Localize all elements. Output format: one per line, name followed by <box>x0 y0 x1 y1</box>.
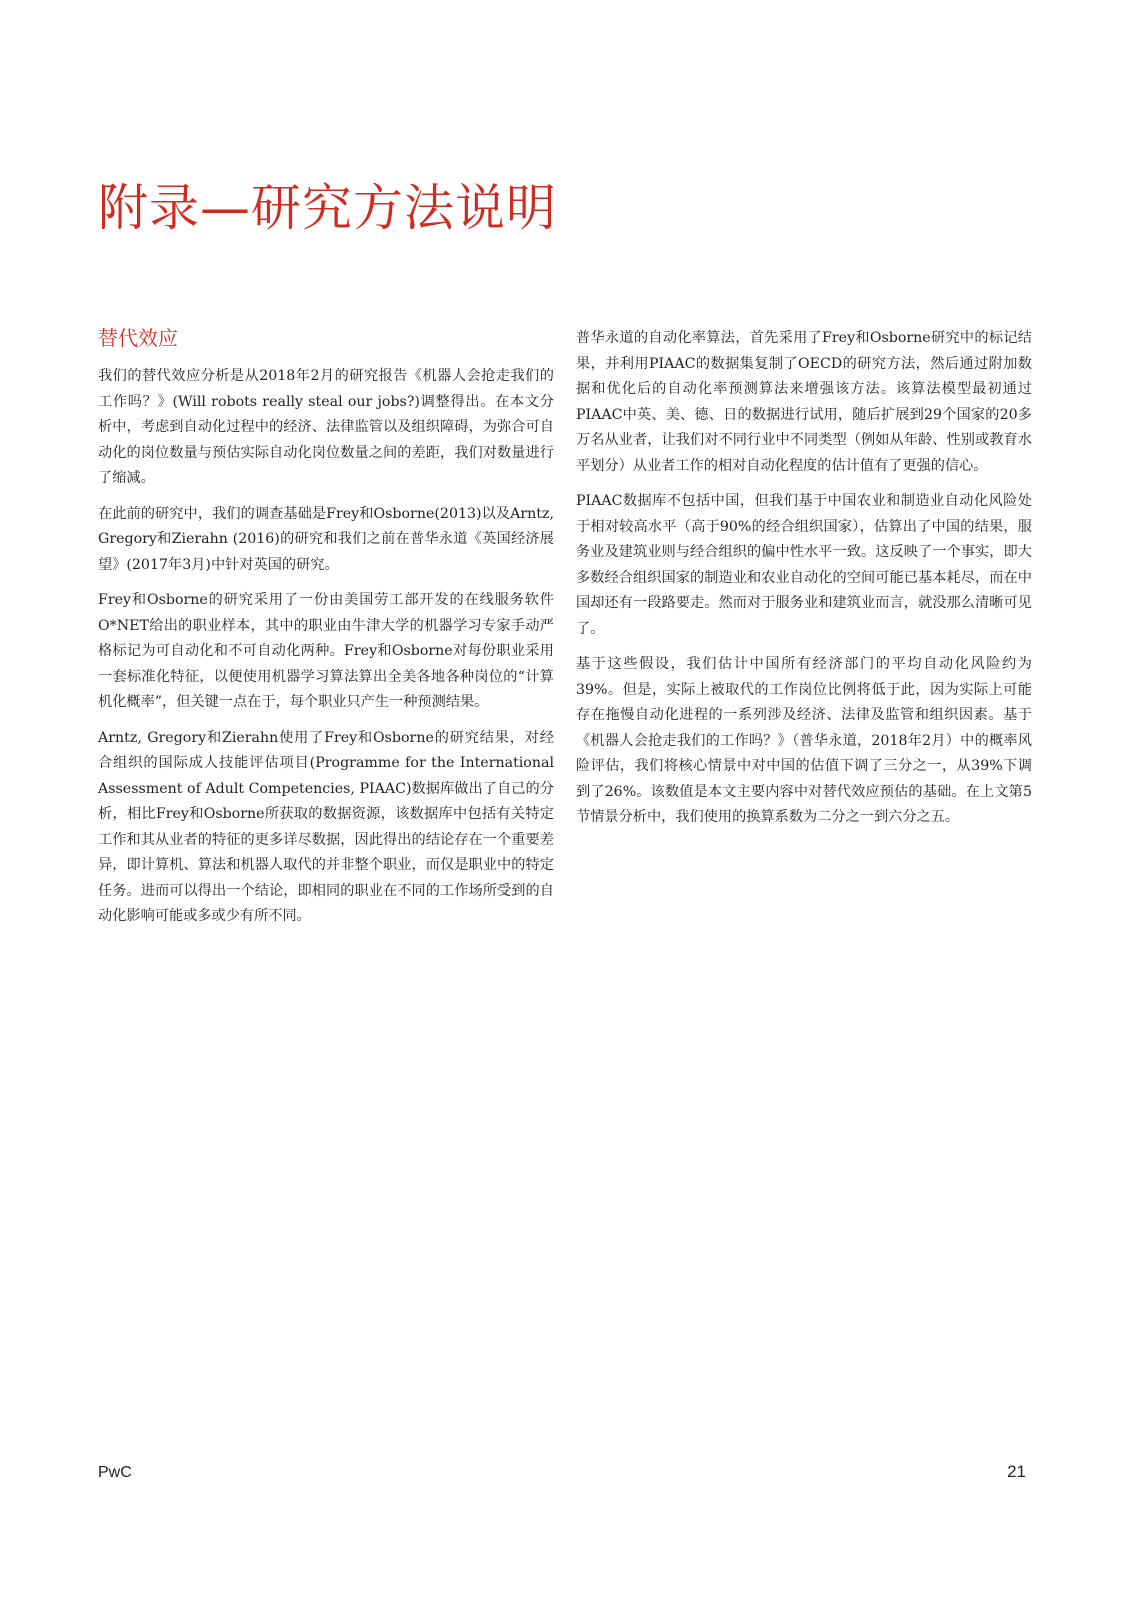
page-number: 21 <box>1007 1462 1026 1481</box>
paragraph: 基于这些假设，我们估计中国所有经济部门的平均自动化风险约为39%。但是，实际上被取代的工作岗位比例将低于此，因为实际上可能存在拖慢自动化进程的一系列涉及经济、法律及监管和组织因素。基于《机器人会抢走我们的工作吗？》（普华永道，2018年2月）中的概率风险评估，我们将核心情景中对中国的估值下调了三分之一，从39%下调到了26%。该数值是本文主要内容中对替代效应预估的基础。在上文第5节情景分析中，我们使用的换算系数为二分之一到六分之五。 <box>576 656 1032 825</box>
section-heading: 替代效应 <box>98 326 178 350</box>
footer-brand: PwC <box>98 1464 132 1481</box>
paragraph: 在此前的研究中，我们的调查基础是Frey和Osborne(2013)以及Arntz, Gregory和Zierahn (2016)的研究和我们之前在普华永道《英国经济展望》(2017年3月)中针对英国的研究。 <box>98 505 554 573</box>
paragraph: 普华永道的自动化率算法，首先采用了Frey和Osborne研究中的标记结果，并利用PIAAC的数据集复制了OECD的研究方法，然后通过附加数据和优化后的自动化率预测算法来增强该方法。该算法模型最初通过PIAAC中英、美、德、日的数据进行试用，随后扩展到29个国家的20多万名从业者，让我们对不同行业中不同类型（例如从年龄、性别或教育水平划分）从业者工作的相对自动化程度的估计值有了更强的信心。 <box>576 330 1032 474</box>
page-title: 附录—研究方法说明 <box>98 179 557 237</box>
left-column <box>98 326 554 940</box>
paragraph: Arntz, Gregory和Zierahn使用了Frey和Osborne的研究结果，对经合组织的国际成人技能评估项目(Programme for the International Assessment of Adult Competencies, PIAAC)数据库做出了自己的分析，相比Frey和Osborne所获取的数据资源，该数据库中包括有关特定工作和其从业者的特征的更多详尽数据，因此得出的结论存在一个重要差异，即计算机、算法和机器人取代的并非整个职业，而仅是职业中的特定任务。进而可以得出一个结论，即相同的职业在不同的工作场所受到的自动化影响可能或多或少有所不同。 <box>98 729 554 924</box>
right-column <box>576 326 1032 841</box>
paragraph: 我们的替代效应分析是从2018年2月的研究报告《机器人会抢走我们的工作吗？》(Will robots really steal our jobs?)调整得出。在本文分析中，考虑到自动化过程中的经济、法律监管以及组织障碍，为弥合可自动化的岗位数量与预估实际自动化岗位数量之间的差距，我们对数量进行了缩减。 <box>98 368 554 486</box>
paragraph: PIAAC数据库不包括中国，但我们基于中国农业和制造业自动化风险处于相对较高水平（高于90%的经合组织国家），估算出了中国的结果，服务业及建筑业则与经合组织的偏中性水平一致。这反映了一个事实，即大多数经合组织国家的制造业和农业自动化的空间可能已基本耗尽，而在中国却还有一段路要走。然而对于服务业和建筑业而言，就没那么清晰可见了。 <box>576 493 1032 637</box>
paragraph: Frey和Osborne的研究采用了一份由美国劳工部开发的在线服务软件O*NET给出的职业样本，其中的职业由牛津大学的机器学习专家手动严格标记为可自动化和不可自动化两种。Frey和Osborne对每份职业采用一套标准化特征，以便使用机器学习算法算出全美各地各种岗位的“计算机化概率”，但关键一点在于，每个职业只产生一种预测结果。 <box>98 592 554 710</box>
